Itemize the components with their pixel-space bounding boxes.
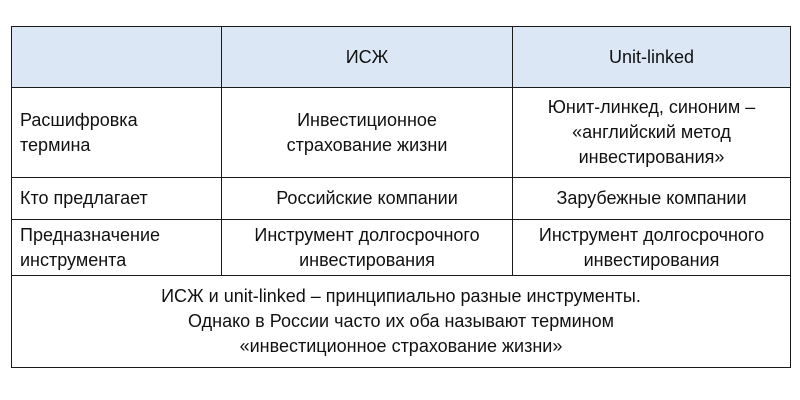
table-row	[12, 178, 791, 220]
table-header-row	[12, 27, 791, 88]
cell-unit-linked-who	[513, 178, 791, 220]
table-row	[12, 88, 791, 178]
cell-line: Расшифровка	[20, 109, 138, 130]
cell-line: страхование жизни	[286, 134, 448, 155]
cell-line: инструмента	[20, 249, 127, 270]
footer-line: ИСЖ и unit-linked – принципиально разные инструменты.	[161, 286, 641, 306]
cell-line: Инвестиционное	[297, 109, 437, 130]
cell-line: Зарубежные компании	[556, 188, 747, 208]
footer-line: Однако в России часто их оба называют термином	[188, 311, 614, 331]
cell-line: инвестирования	[583, 249, 720, 270]
header-empty-cell	[12, 27, 222, 88]
table-footer-row	[12, 276, 791, 368]
cell-isj-purpose	[222, 220, 513, 276]
footer-note	[12, 276, 791, 368]
footer-line: «инвестиционное страхование жизни»	[239, 336, 563, 356]
row-label-purpose	[12, 220, 222, 276]
row-label-term	[12, 88, 222, 178]
cell-line: инвестирования	[299, 249, 435, 270]
cell-line: Юнит-линкед, синоним –	[547, 97, 756, 117]
header-unit-linked: Unit-linked	[513, 27, 791, 88]
row-label-who	[12, 178, 222, 220]
cell-line: инвестирования»	[578, 147, 725, 167]
header-isj: ИСЖ	[222, 27, 513, 88]
cell-line: «английский метод	[572, 122, 731, 142]
cell-line: Кто предлагает	[20, 188, 148, 208]
cell-isj-who	[222, 178, 513, 220]
cell-line: термина	[20, 134, 91, 155]
cell-line: Предназначение	[20, 224, 161, 245]
cell-line: Российские компании	[276, 188, 458, 208]
cell-line: Инструмент долгосрочного	[538, 224, 765, 245]
cell-line: Инструмент долгосрочного	[254, 224, 480, 245]
comparison-table	[11, 26, 791, 368]
cell-unit-linked-term	[513, 88, 791, 178]
cell-isj-term	[222, 88, 513, 178]
cell-unit-linked-purpose	[513, 220, 791, 276]
table-row	[12, 220, 791, 276]
